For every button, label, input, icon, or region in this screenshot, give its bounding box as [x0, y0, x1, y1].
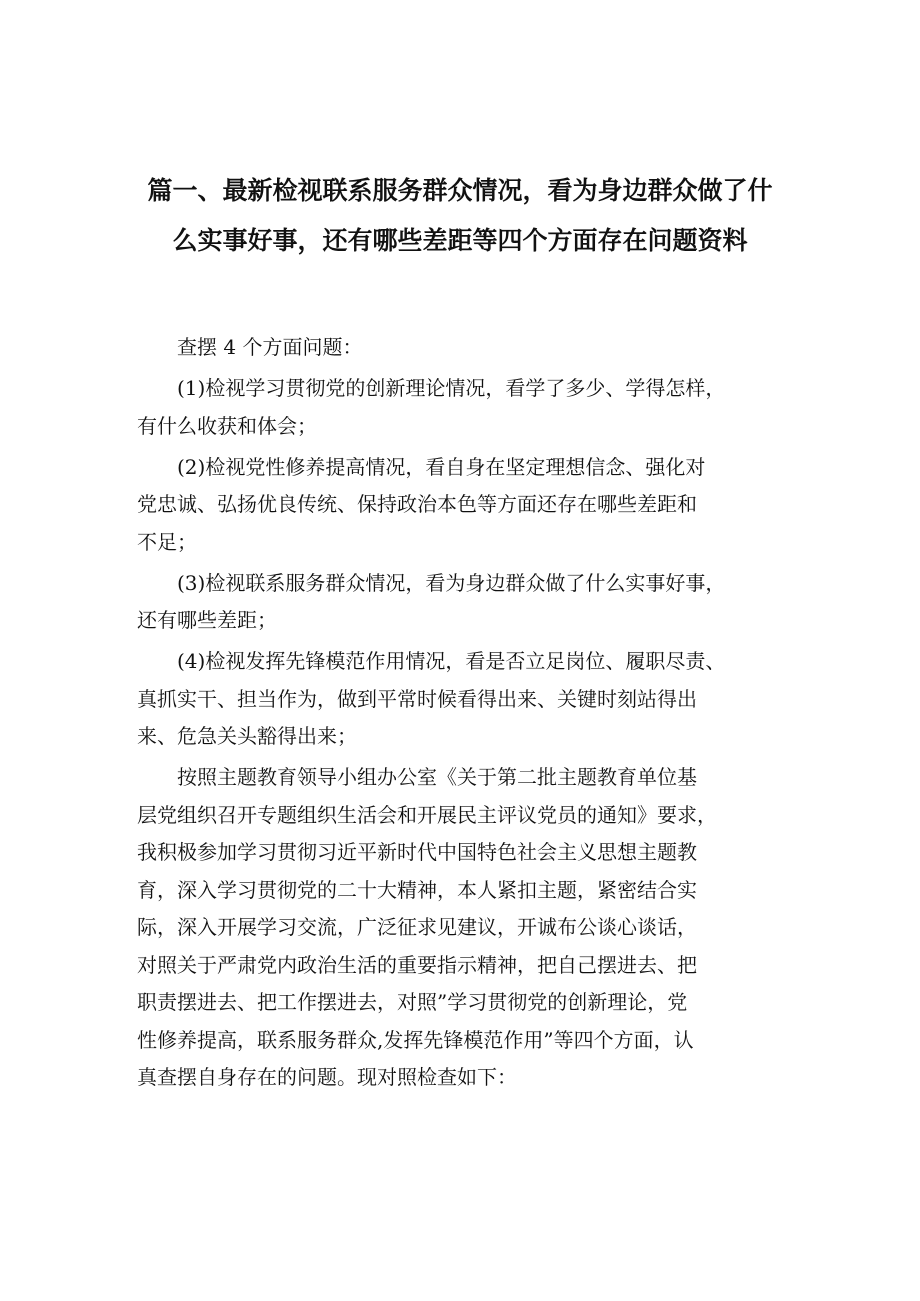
paragraph-item-4: [137, 643, 797, 756]
text-line: (1)检视学习贯彻党的创新理论情况，看学了多少、学得怎样，: [177, 376, 726, 400]
title-line: 篇一、最新检视联系服务群众情况，看为身边群众做了什: [147, 176, 773, 205]
text-line: 查摆 4 个方面问题：: [177, 335, 363, 359]
text-line: 不足；: [137, 529, 197, 554]
paragraph-item-1: [137, 370, 797, 445]
paragraph-item-2: [137, 449, 797, 562]
text-line: 按照主题教育领导小组办公室《关于第二批主题教育单位基: [177, 765, 697, 789]
text-line: (3)检视联系服务群众情况，看为身边群众做了什么实事好事，: [177, 570, 726, 595]
text-line: 有什么收获和体会；: [137, 413, 317, 438]
title-line: 么实事好事，还有哪些差距等四个方面存在问题资料: [172, 226, 748, 255]
text-line: 真抓实干、担当作为，做到平常时候看得出来、关键时刻站得出: [137, 686, 697, 711]
text-line: 真查摆自身存在的问题。现对照检查如下：: [137, 1065, 517, 1089]
text-line: 来、危急关头豁得出来；: [137, 724, 357, 748]
paragraph-item-3: [137, 565, 797, 640]
paragraph-intro: [137, 329, 797, 367]
text-line: 我积极参加学习贯彻习近平新时代中国特色社会主义思想主题教: [137, 840, 697, 864]
text-line: 还有哪些差距；: [137, 608, 277, 632]
text-line: 对照关于严肃党内政治生活的重要指示精神，把自己摆进去、把: [137, 952, 697, 977]
text-line: (4)检视发挥先锋模范作用情况，看是否立足岗位、履职尽责、: [177, 649, 726, 673]
text-line: 党忠诚、弘扬优良传统、保持政治本色等方面还存在哪些差距和: [137, 492, 697, 516]
text-line: 性修养提高，联系服务群众,发挥先锋模范作用”等四个方面，认: [137, 1027, 694, 1052]
text-line: 际，深入开展学习交流，广泛征求见建议，开诚布公谈心谈话，: [137, 915, 697, 939]
text-line: 职责摆进去、把工作摆进去，对照”学习贯彻党的创新理论，党: [137, 990, 688, 1014]
text-line: 层党组织召开专题组织生活会和开展民主评议党员的通知》要求，: [137, 802, 717, 827]
paragraph-context: [137, 759, 797, 1097]
text-line: (2)检视党性修养提高情况，看自身在坚定理想信念、强化对: [177, 454, 706, 479]
text-line: 育，深入学习贯彻党的二十大精神，本人紧扣主题，紧密结合实: [137, 877, 697, 902]
document-title: [0, 166, 920, 266]
document-body: [137, 329, 797, 1100]
